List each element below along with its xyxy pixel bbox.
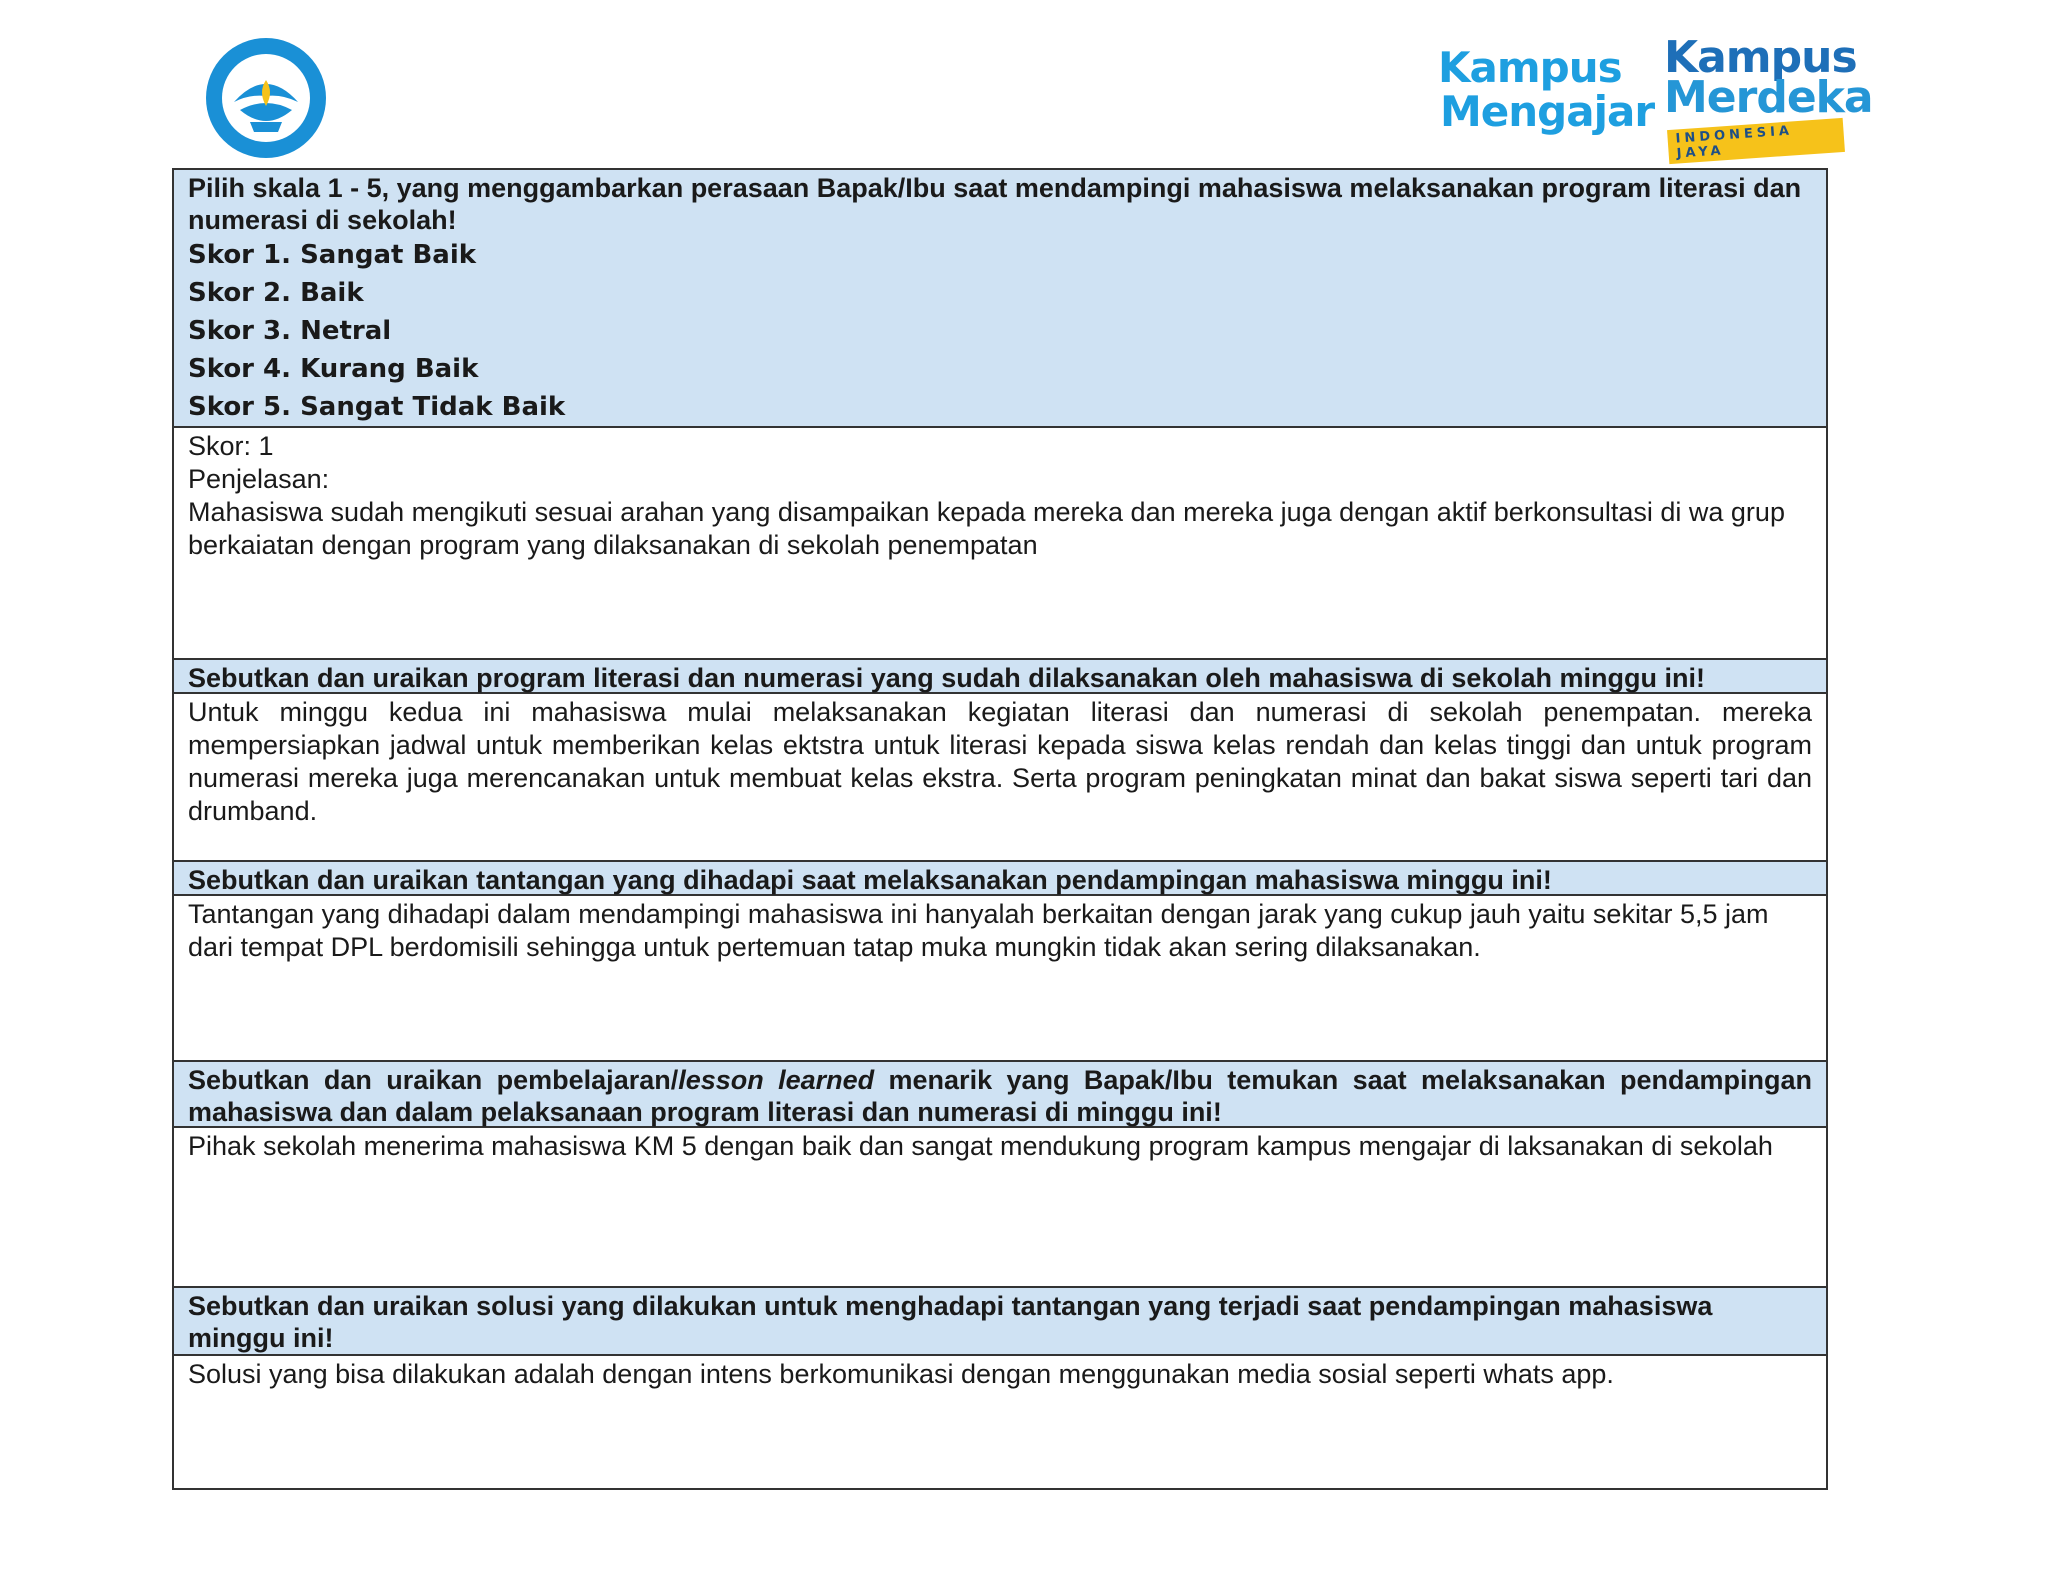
answer-text: Untuk minggu kedua ini mahasiswa mulai melaksanakan kegiatan literasi dan numerasi di sekolah penempatan. mereka mempersiapkan jadwal untuk memberikan kelas ektstra untuk literasi kepada siswa kelas rendah dan kelas tinggi dan untuk program numerasi mereka juga merencanakan untuk membuat kelas ekstra. Serta program peningkatan minat dan bakat siswa seperti tari dan drumband.: [188, 697, 1812, 826]
scale-option: Skor 3. Netral: [188, 316, 392, 346]
answer-score: Skor: 1: [188, 431, 274, 461]
question-text-part: menarik yang Bapak/Ibu temukan saat melaksanakan pendampingan mahasiswa dan dalam pelaksanaan program literasi dan numerasi di minggu ini!: [188, 1065, 1812, 1127]
question-text: Sebutkan dan uraikan program literasi dan numerasi yang sudah dilaksanakan oleh mahasiswa di sekolah minggu ini!: [188, 663, 1705, 693]
question-lesson-learned: [174, 1062, 1826, 1128]
answer-program: [174, 694, 1826, 862]
kampus-merdeka-logo: [1664, 32, 1873, 162]
kampus-merdeka-logo-line2: Merdeka: [1664, 72, 1873, 123]
scale-option: Skor 2. Baik: [188, 278, 364, 308]
answer-challenges: [174, 896, 1826, 1062]
answer-text: Tantangan yang dihadapi dalam mendampingi mahasiswa ini hanyalah berkaitan dengan jarak yang cukup jauh yaitu sekitar 5,5 jam dari tempat DPL berdomisili sehingga untuk pertemuan tatap muka mungkin tidak akan sering dilaksanakan.: [188, 899, 1769, 962]
answer-solutions: [174, 1356, 1826, 1490]
kampus-mengajar-logo-line2: Mengajar: [1440, 87, 1655, 136]
scale-option: Skor 4. Kurang Baik: [188, 354, 479, 384]
kampus-merdeka-logo-tag: INDONESIA JAYA: [1667, 118, 1845, 164]
question-program: [174, 660, 1826, 694]
scale-option: Skor 1. Sangat Baik: [188, 240, 477, 270]
kampus-mengajar-logo-line1: Kampus: [1438, 43, 1622, 92]
answer-text: Pihak sekolah menerima mahasiswa KM 5 dengan baik dan sangat mendukung program kampus mengajar di laksanakan di sekolah: [188, 1131, 1773, 1161]
question-challenges: [174, 862, 1826, 896]
answer-label: Penjelasan:: [188, 464, 330, 494]
question-solutions: [174, 1288, 1826, 1356]
kampus-merdeka-logo-line1: Kampus: [1664, 32, 1857, 83]
answer-text: Mahasiswa sudah mengikuti sesuai arahan yang disampaikan kepada mereka dan mereka juga dengan aktif berkonsultasi di wa grup berkaiatan dengan program yang dilaksanakan di sekolah penempatan: [188, 497, 1785, 560]
question-text: [188, 1064, 1812, 1128]
kemdikbud-logo: [204, 36, 328, 160]
answer-text: Solusi yang bisa dilakukan adalah dengan intens berkomunikasi dengan menggunakan media sosial seperti whats app.: [188, 1359, 1614, 1389]
question-text: Sebutkan dan uraikan solusi yang dilakukan untuk menghadapi tantangan yang terjadi saat pendampingan mahasiswa minggu ini!: [188, 1291, 1713, 1353]
question-text-emphasis: lesson learned: [678, 1065, 875, 1095]
question-text: Sebutkan dan uraikan tantangan yang dihadapi saat melaksanakan pendampingan mahasiswa minggu ini!: [188, 865, 1552, 895]
scale-option: Skor 5. Sangat Tidak Baik: [188, 392, 566, 422]
kemdikbud-emblem-icon: [204, 36, 328, 160]
answer-lesson-learned: [174, 1128, 1826, 1288]
monitoring-form-table: [172, 168, 1828, 1490]
question-text: Pilih skala 1 - 5, yang menggambarkan perasaan Bapak/Ibu saat mendampingi mahasiswa melaksanakan program literasi dan numerasi di sekolah!: [188, 173, 1802, 235]
kampus-mengajar-logo: [1438, 43, 1655, 136]
question-text-part: Sebutkan dan uraikan pembelajaran/: [188, 1065, 679, 1095]
answer-scale: [174, 428, 1826, 660]
question-scale: [174, 170, 1826, 428]
